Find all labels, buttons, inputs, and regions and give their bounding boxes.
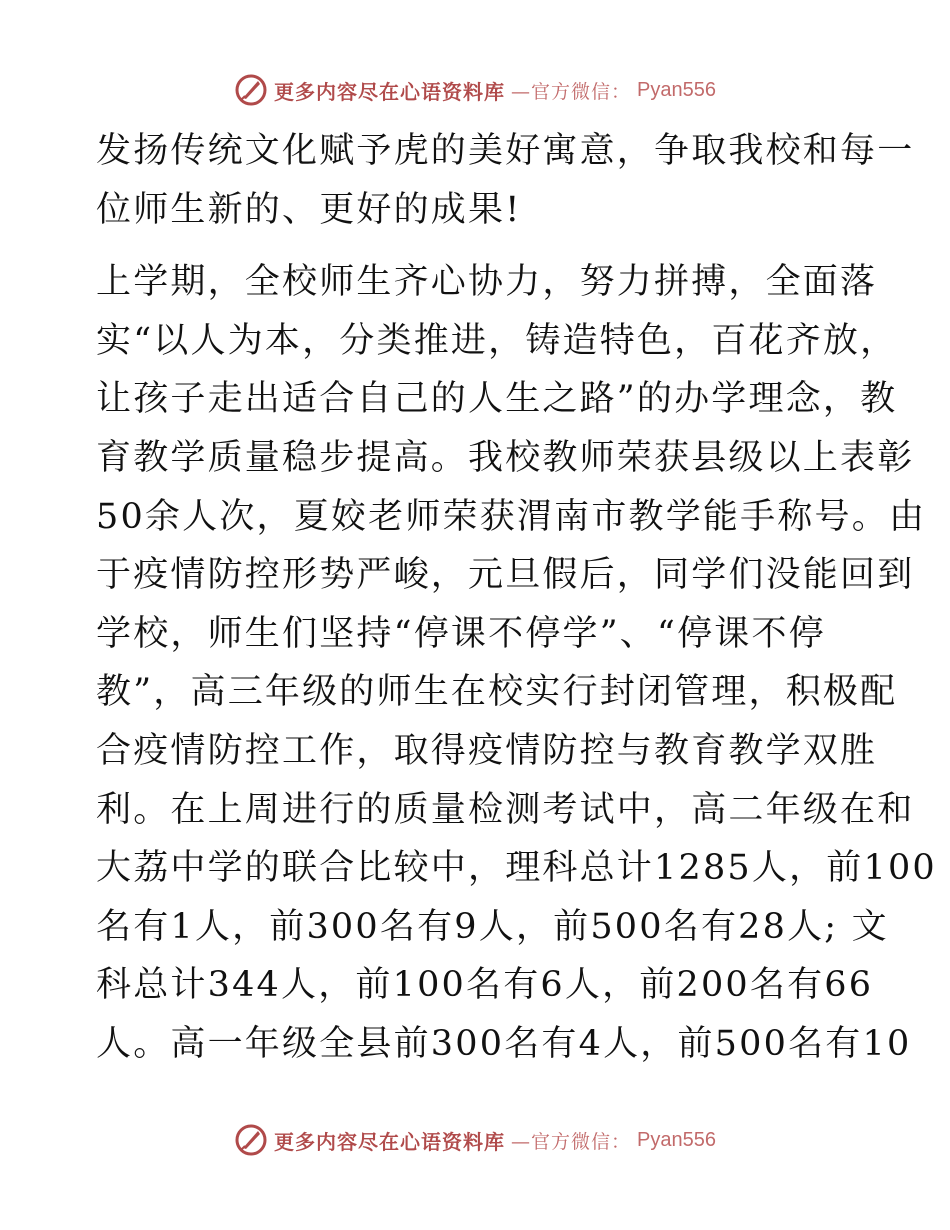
text-line: 实“以人为本，分类推进，铸造特色，百花齐放， <box>96 320 898 361</box>
text-line: 科总计344人，前100名有6人，前200名有66 <box>96 965 874 1006</box>
watermark-sub-text: —官方微信： <box>511 80 632 103</box>
paragraph-2 <box>96 253 937 1073</box>
text-line: 让孩子走出适合自己的人生之路”的办学理念，教 <box>96 379 898 420</box>
text-line: 学校，师生们坚持“停课不停学”、“停课不停 <box>96 613 826 654</box>
text-line: 50余人次，夏姣老师荣获渭南市教学能手称号。由 <box>96 496 927 537</box>
text-line: 发扬传统文化赋予虎的美好寓意，争取我校和每一 <box>96 131 915 171</box>
document-body <box>96 122 937 1074</box>
watermark-wechat-id: Pyan556 <box>637 78 716 101</box>
text-line: 于疫情防控形势严峻，元旦假后，同学们没能回到 <box>96 555 915 596</box>
text-line: 名有1人，前300名有9人，前500名有28人; 文 <box>96 906 889 947</box>
text-line: 上学期，全校师生齐心协力，努力拼搏，全面落 <box>96 262 878 303</box>
quill-logo-icon <box>234 1123 268 1157</box>
footer-watermark <box>0 1120 950 1160</box>
text-line: 利。在上周进行的质量检测考试中，高二年级在和 <box>96 789 915 830</box>
watermark-main-text: 更多内容尽在心语资料库 <box>274 79 505 104</box>
text-line: 位师生新的、更好的成果! <box>96 189 522 230</box>
header-watermark <box>0 70 950 110</box>
watermark-main-text: 更多内容尽在心语资料库 <box>274 1129 505 1154</box>
text-line: 教”，高三年级的师生在校实行封闭管理，积极配 <box>96 672 898 713</box>
paragraph-1 <box>96 122 915 239</box>
watermark-wechat-id: Pyan556 <box>637 1128 716 1151</box>
text-line: 育教学质量稳步提高。我校教师荣获县级以上表彰 <box>96 437 915 478</box>
text-line: 人。高一年级全县前300名有4人，前500名有10 <box>96 1023 912 1064</box>
quill-logo-icon <box>234 73 268 107</box>
text-line: 合疫情防控工作，取得疫情防控与教育教学双胜 <box>96 730 878 771</box>
watermark-sub-text: —官方微信： <box>511 1130 632 1153</box>
text-line: 大荔中学的联合比较中，理科总计1285人，前100 <box>96 848 937 889</box>
